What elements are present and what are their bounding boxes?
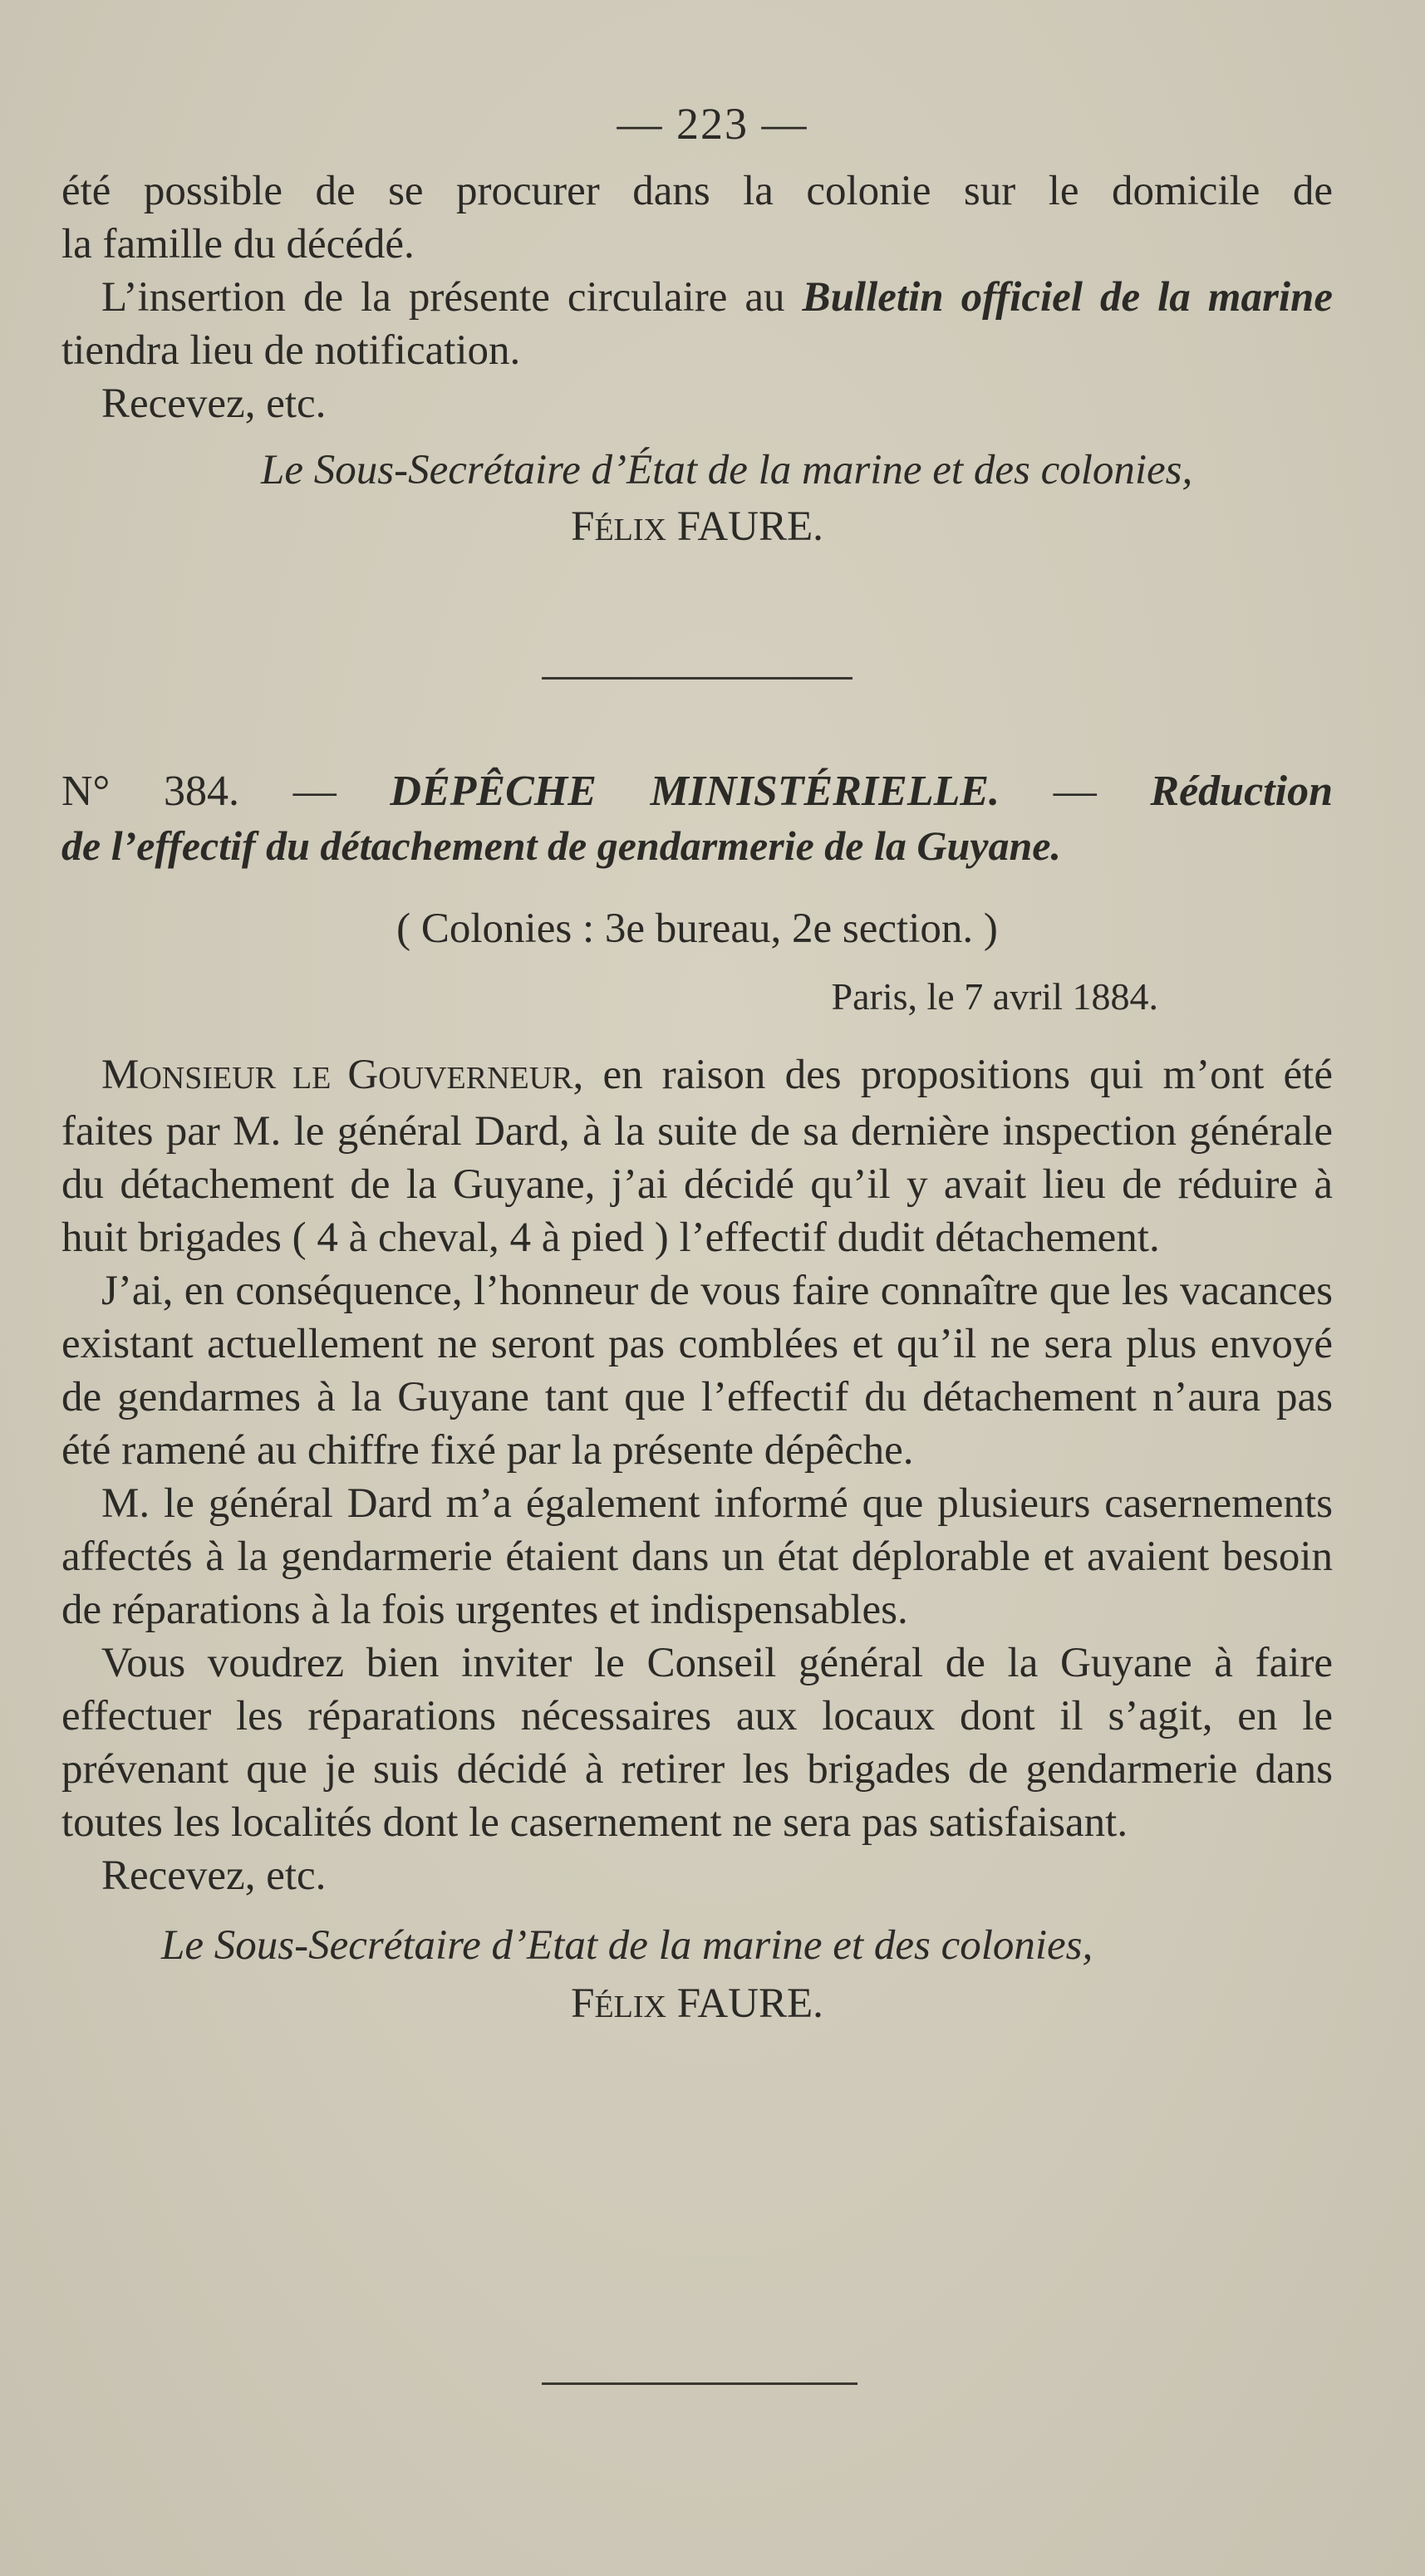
insertion-paragraph xyxy=(61,271,1333,377)
text-line: la famille du décédé. xyxy=(61,221,415,267)
closing: Recevez, etc. xyxy=(101,1852,327,1899)
separator-rule xyxy=(542,2382,857,2385)
page-number: — 223 — xyxy=(617,99,808,149)
signature-name: FÉLIX FAURE. xyxy=(571,1980,823,2027)
paragraph-1: MONSIEUR LE GOUVERNEUR, en raison des propositions qui m’ont été faites par M. le général Dard, à la suite de sa dernière inspection générale du détachement de la Guyane, j’ai décidé qu’il y avait lieu de réduire à huit brigades ( 4 à cheval, 4 à pied ) l’effectif dudit détachement. xyxy=(61,1052,1333,1261)
paragraph-4: Vous voudrez bien inviter le Conseil général de la Guyane à faire effectuer les réparations nécessaires aux locaux dont il s’agit, en le prévenant que je suis décidé à retirer les brigades de gendarmerie dans toutes les localités dont le casernement ne sera pas satisfaisant. xyxy=(61,1640,1333,1846)
paragraph-2: J’ai, en conséquence, l’honneur de vous faire connaître que les vacances existant actuellement ne seront pas comblées et qu’il ne sera plus envoyé de gendarmes à la Guyane tant que l’effectif du détachement n’aura pas été ramené au chiffre fixé par la présente dépêche. xyxy=(61,1268,1333,1474)
depeche xyxy=(61,764,1333,2034)
separator-rule xyxy=(542,677,853,680)
signature-title: Le Sous-Secrétaire d’État de la marine et des colonies, xyxy=(261,447,1193,493)
text-line: été possible de se procurer dans la colonie sur le domicile de xyxy=(61,168,1333,214)
signature-name: FÉLIX FAURE. xyxy=(571,503,823,550)
depeche-number: N° 384. — xyxy=(61,768,391,815)
signature-title: Le Sous-Secrétaire d’Etat de la marine et des colonies, xyxy=(161,1922,1093,1969)
closing: Recevez, etc. xyxy=(101,380,327,427)
insertion-text: tiendra lieu de notification. xyxy=(61,327,521,374)
date-line: Paris, le 7 avril 1884. xyxy=(831,975,1158,1018)
bureau-line: ( Colonies : 3e bureau, 2e section. ) xyxy=(396,905,998,952)
bulletin-title: Bulletin officiel de la marine xyxy=(802,274,1333,321)
circular-end xyxy=(61,164,1333,557)
paragraph-3: M. le général Dard m’a également informé que plusieurs casernements affectés à la gendarmerie étaient dans un état déplorable et avaient besoin de réparations à la fois urgentes et indispensables. xyxy=(61,1480,1333,1633)
depeche-subject: Réduction xyxy=(1150,768,1333,815)
depeche-subject-line: de l’effectif du détachement de gendarmerie de la Guyane. xyxy=(61,822,1061,869)
depeche-heading: N° 384. — DÉPÊCHE MINISTÉRIELLE. — Réduction xyxy=(61,768,1333,815)
insertion-text: L’insertion de la présente circulaire au xyxy=(101,274,803,321)
depeche-title: DÉPÊCHE MINISTÉRIELLE. xyxy=(390,768,1000,815)
